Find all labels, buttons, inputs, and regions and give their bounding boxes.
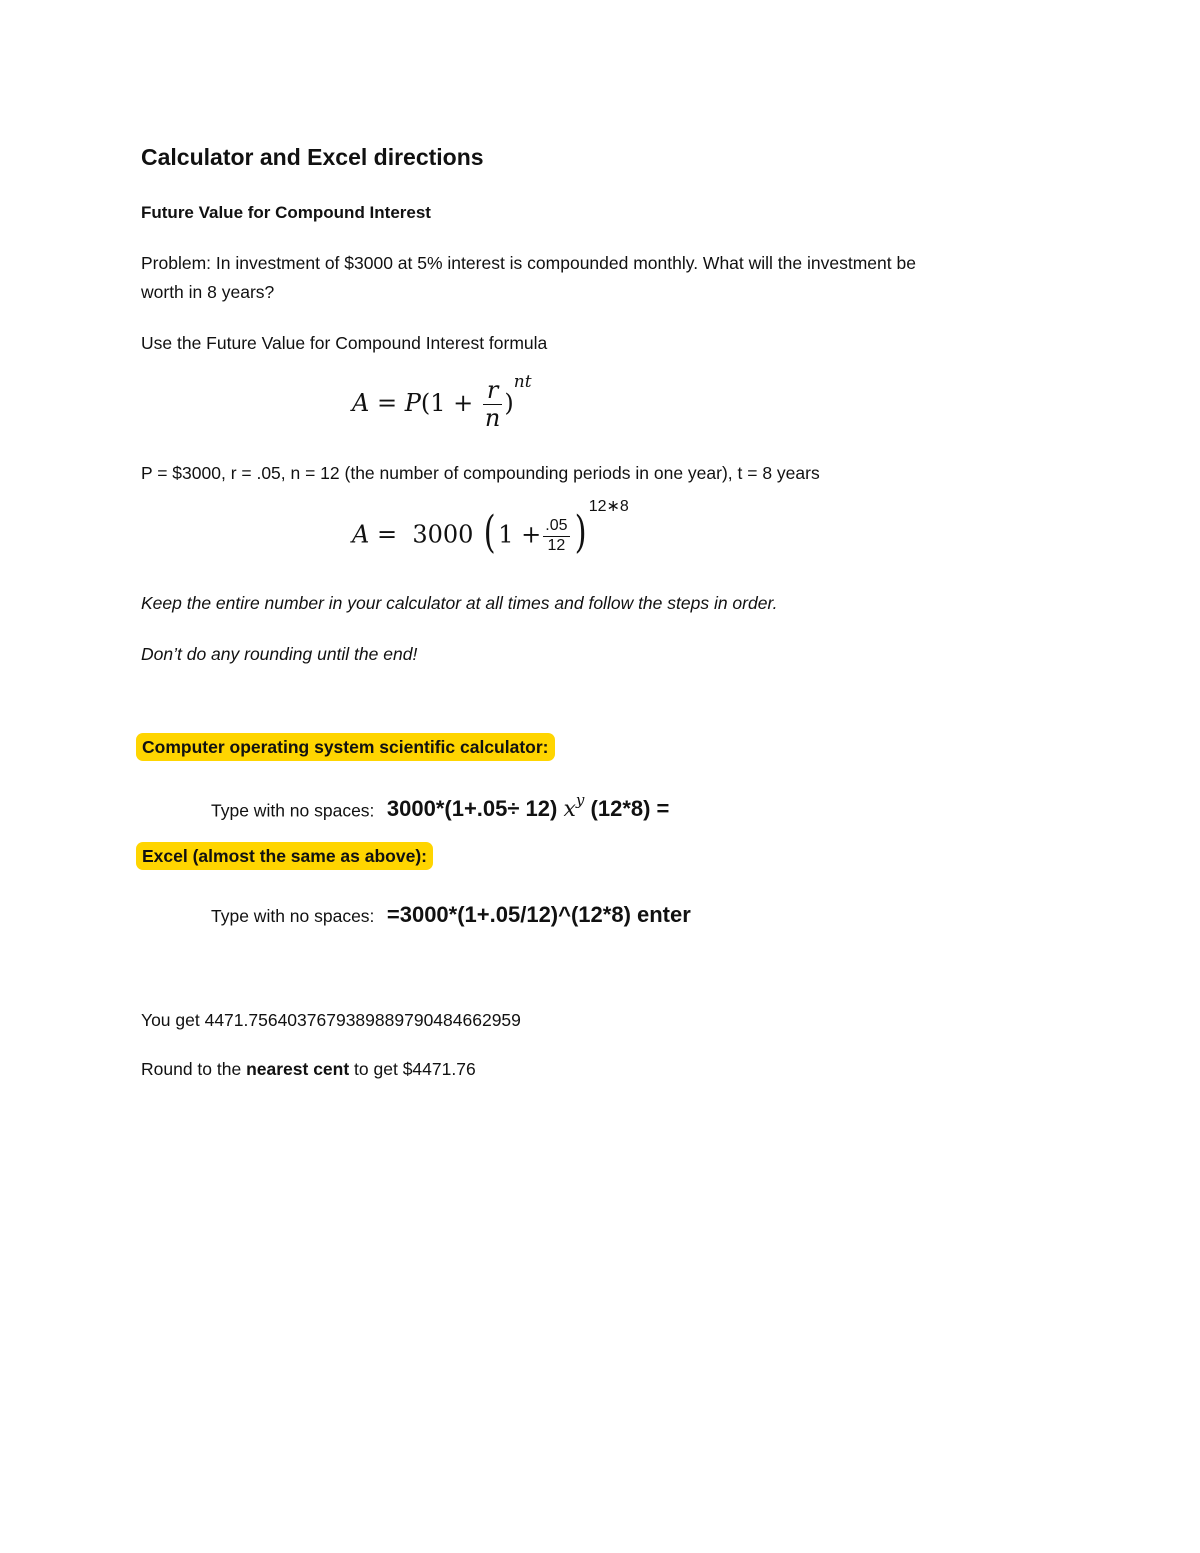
note-no-rounding: Don’t do any rounding until the end! bbox=[141, 644, 418, 664]
formula2-numerator: .05 bbox=[545, 516, 568, 534]
x-to-the-y-key: $x^y$ bbox=[563, 791, 585, 823]
calculator-heading-text: Computer operating system scientific calculator: bbox=[136, 733, 555, 761]
variables-text: P = $3000, r = .05, n = 12 (the number of compounding periods in one year), t = 8 years bbox=[141, 463, 820, 483]
result-text: You get 4471.7564037679389889790484662959 bbox=[141, 1010, 521, 1030]
calculator-code bbox=[386, 791, 670, 823]
formula2-one-plus: 1 + bbox=[498, 520, 542, 549]
excel-heading-text: Excel (almost the same as above): bbox=[136, 842, 433, 870]
formula-close: ) bbox=[504, 389, 514, 418]
excel-label: Type with no spaces: bbox=[211, 906, 375, 926]
rounding-post: to get $4471.76 bbox=[349, 1059, 476, 1079]
formula-fraction bbox=[483, 378, 502, 431]
formula-p: P bbox=[404, 389, 421, 418]
formula2-exponent: 12∗8 bbox=[588, 498, 629, 515]
problem-text bbox=[141, 249, 916, 307]
excel-heading bbox=[136, 846, 433, 867]
excel-code: =3000*(1+.05/12)^(12*8) enter bbox=[386, 902, 691, 927]
formula-denominator: n bbox=[484, 404, 501, 433]
rounding-bold: nearest cent bbox=[246, 1059, 350, 1079]
excel-instructions bbox=[211, 902, 691, 928]
compound-interest-formula bbox=[352, 372, 532, 433]
formula-numerator: r bbox=[486, 376, 499, 404]
formula2-principal: 3000 bbox=[412, 520, 474, 549]
calculator-heading bbox=[136, 737, 555, 758]
section-subtitle: Future Value for Compound Interest bbox=[141, 203, 431, 222]
formula-exponent: nt bbox=[513, 372, 532, 392]
rounding-pre: Round to the bbox=[141, 1059, 247, 1079]
formula-equals: = bbox=[376, 389, 398, 418]
left-paren: ( bbox=[483, 507, 496, 558]
rounding-text bbox=[141, 1055, 476, 1084]
formula2-denominator: 12 bbox=[547, 536, 566, 554]
page-title: Calculator and Excel directions bbox=[141, 144, 484, 170]
substituted-formula bbox=[352, 498, 629, 558]
problem-line-2: worth in 8 years? bbox=[141, 282, 275, 302]
calculator-instructions bbox=[211, 791, 670, 823]
calculator-code-part-b: (12*8) = bbox=[590, 796, 670, 822]
right-paren: ) bbox=[574, 507, 587, 558]
formula2-equals: = bbox=[376, 520, 398, 549]
calculator-label: Type with no spaces: bbox=[211, 800, 375, 821]
use-formula-text: Use the Future Value for Compound Interest formula bbox=[141, 333, 548, 353]
calculator-code-part-a: 3000*(1+.05÷ 12) bbox=[386, 796, 558, 822]
formula2-a: A bbox=[352, 520, 370, 549]
formula-open: (1 + bbox=[420, 389, 474, 418]
note-keep-number: Keep the entire number in your calculator at all times and follow the steps in order. bbox=[141, 593, 778, 613]
problem-line-1: Problem: In investment of $3000 at 5% interest is compounded monthly. What will the investment be bbox=[141, 253, 916, 273]
formula-a: A bbox=[352, 389, 370, 418]
formula2-fraction bbox=[543, 518, 569, 555]
